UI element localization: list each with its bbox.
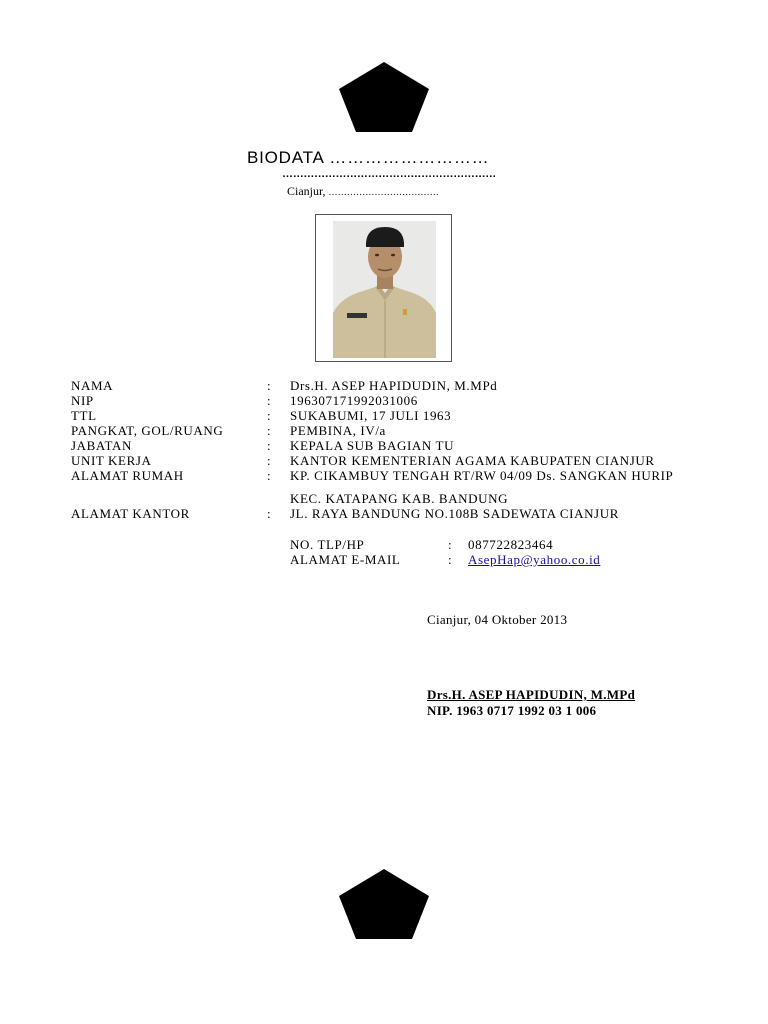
photo-frame [315,214,452,362]
phone-colon: : [448,537,453,552]
field-colon: : [267,408,272,423]
field-value: KP. CIKAMBUY TENGAH RT/RW 04/09 Ds. SANGKAN HURIP [290,468,674,483]
email-label: ALAMAT E-MAIL [290,552,401,567]
subtitle-dots: …………………………………………………… [282,168,497,180]
phone-value: 087722823464 [468,537,554,552]
signature-place-date: Cianjur, 04 Oktober 2013 [427,612,568,627]
field-label: TTL [71,408,97,423]
field-value: Drs.H. ASEP HAPIDUDIN, M.MPd [290,378,498,393]
place-date-header [287,184,439,199]
field-colon: : [267,453,272,468]
field-label: JABATAN [71,438,132,453]
field-label: NAMA [71,378,114,393]
field-colon: : [267,393,272,408]
field-label: NIP [71,393,94,408]
field-value: PEMBINA, IV/a [290,423,386,438]
portrait-photo-icon [333,221,436,358]
email-colon: : [448,552,453,567]
field-colon: : [267,423,272,438]
pentagon-top-icon [339,62,429,132]
field-value: SUKABUMI, 17 JULI 1963 [290,408,452,423]
signature-nip: NIP. 1963 0717 1992 03 1 006 [427,703,597,718]
field-colon: : [267,468,272,483]
field-label: PANGKAT, GOL/RUANG [71,423,224,438]
phone-label: NO. TLP/HP [290,537,365,552]
field-label: UNIT KERJA [71,453,152,468]
field-label: ALAMAT KANTOR [71,506,190,521]
signature-name: Drs.H. ASEP HAPIDUDIN, M.MPd [427,687,636,702]
field-label: ALAMAT RUMAH [71,468,184,483]
field-colon: : [267,378,272,393]
field-value: KANTOR KEMENTERIAN AGAMA KABUPATEN CIANJUR [290,453,655,468]
field-value: JL. RAYA BANDUNG NO.108B SADEWATA CIANJUR [290,506,619,521]
field-colon: : [267,506,272,521]
pentagon-bottom-icon [339,869,429,939]
field-value: KEPALA SUB BAGIAN TU [290,438,455,453]
place-label: Cianjur, [287,184,326,198]
field-colon: : [267,438,272,453]
field-value: 196307171992031006 [290,393,418,408]
document-title: BIODATA ……………………… [247,148,490,167]
email-value [468,552,600,567]
email-link[interactable]: AsepHap@yahoo.co.id [468,552,601,567]
place-date-dots: ……………………………… [328,187,439,197]
field-value: KEC. KATAPANG KAB. BANDUNG [290,491,509,506]
